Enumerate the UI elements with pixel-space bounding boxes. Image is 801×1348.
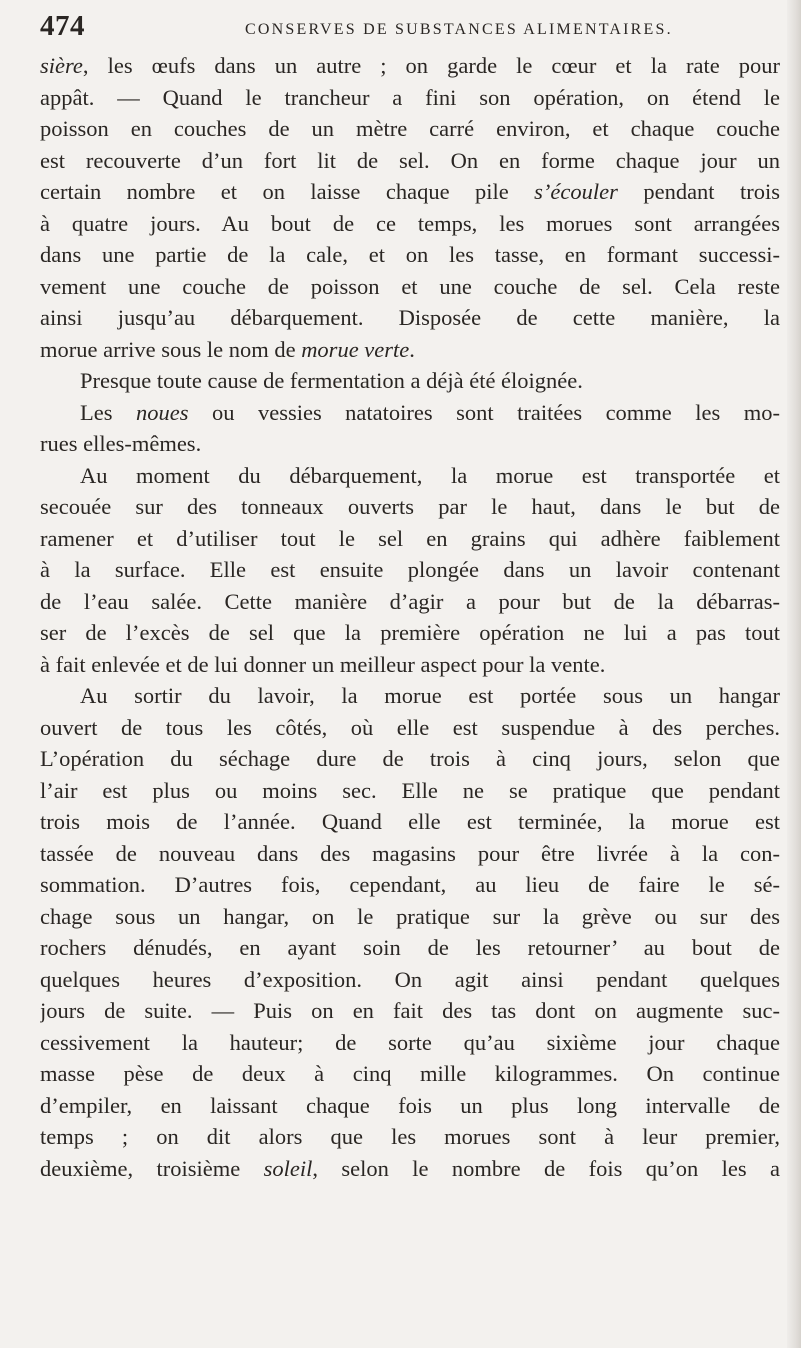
page-edge-shadow	[787, 0, 801, 1348]
text-line	[40, 176, 780, 208]
text-line	[40, 50, 780, 82]
text-run: tassée de nouveau dans des magasins pour être livrée à la con-	[40, 840, 780, 866]
italic-term: s’écouler	[534, 179, 618, 204]
text-line	[40, 1121, 780, 1153]
text-run: à fait enlevée et de lui donner un meilleur aspect pour la vente.	[40, 651, 606, 677]
text-run: à la surface. Elle est ensuite plongée dans un lavoir contenant	[40, 557, 780, 582]
italic-term: noues	[135, 399, 189, 425]
text-run: Les	[80, 399, 136, 425]
italic-term: sière	[40, 53, 83, 78]
text-run: morue arrive sous le nom de	[40, 336, 302, 362]
text-line	[40, 1058, 780, 1090]
text-run: .	[409, 336, 415, 362]
italic-term: morue verte	[301, 336, 410, 362]
text-run: trois mois de l’année. Quand elle est terminée, la morue est	[40, 809, 780, 834]
text-line	[40, 1027, 780, 1059]
text-run: ou vessies natatoires sont traitées comme les mo-	[188, 399, 780, 425]
text-line	[40, 428, 780, 460]
text-line	[40, 649, 780, 681]
running-title: CONSERVES DE SUBSTANCES ALIMENTAIRES.	[245, 21, 673, 38]
body-text	[40, 50, 780, 1184]
text-run: poisson en couches de un mètre carré environ, et chaque couche	[40, 116, 780, 141]
text-line	[40, 271, 780, 303]
text-run: à quatre jours. Au bout de ce temps, les morues sont arrangées	[40, 210, 780, 236]
text-run: Au moment du débarquement, la morue est transportée et	[80, 462, 780, 488]
text-run: ser de l’excès de sel que la première opération ne lui a pas tout	[40, 620, 780, 645]
text-line	[40, 397, 780, 429]
text-line	[40, 523, 780, 555]
text-run: appât. — Quand le trancheur a fini son opération, on étend le	[40, 84, 780, 110]
text-run: ramener et d’utiliser tout le sel en grains qui adhère faiblement	[40, 525, 780, 551]
text-line	[40, 334, 780, 366]
text-run: d’empiler, en laissant chaque fois un plus long intervalle de	[40, 1092, 780, 1118]
text-run: de l’eau salée. Cette manière d’agir a pour but de la débarras-	[40, 588, 780, 614]
text-run: est recouverte d’un fort lit de sel. On en forme chaque jour un	[40, 147, 780, 173]
text-run: rochers dénudés, en ayant soin de les retourner’ au bout de	[40, 935, 780, 960]
text-line	[40, 1090, 780, 1122]
text-line	[40, 1153, 780, 1185]
text-run: temps ; on dit alors que les morues sont à leur premier,	[40, 1124, 780, 1149]
text-line	[40, 901, 780, 933]
text-line	[40, 586, 780, 618]
text-line	[40, 302, 780, 334]
text-line	[40, 460, 780, 492]
text-run: ainsi jusqu’au débarquement. Disposée de cette manière, la	[40, 305, 780, 330]
text-run: cessivement la hauteur; de sorte qu’au sixième jour chaque	[40, 1029, 780, 1055]
text-run: , les œufs dans un autre ; on garde le cœur et la rate pour	[82, 53, 780, 78]
text-line	[40, 838, 780, 870]
text-run: , selon le nombre de fois qu’on les a	[312, 1155, 780, 1181]
text-line	[40, 964, 780, 996]
text-line	[40, 995, 780, 1027]
text-run: ouvert de tous les côtés, où elle est suspendue à des perches.	[40, 714, 780, 740]
text-run: vement une couche de poisson et une couche de sel. Cela reste	[40, 273, 780, 299]
text-line	[40, 743, 780, 775]
text-line	[40, 365, 780, 397]
text-run: dans une partie de la cale, et on les tasse, en formant successi-	[40, 242, 780, 267]
text-run: L’opération du séchage dure de trois à cinq jours, selon que	[40, 746, 780, 771]
text-line	[40, 554, 780, 586]
text-line	[40, 617, 780, 649]
text-run: certain nombre et on laisse chaque pile	[40, 179, 535, 204]
text-line	[40, 239, 780, 271]
text-run: quelques heures d’exposition. On agit ainsi pendant quelques	[40, 966, 780, 992]
text-line	[40, 869, 780, 901]
text-line	[40, 208, 780, 240]
text-run: jours de suite. — Puis on en fait des tas dont on augmente suc-	[40, 998, 780, 1023]
text-run: deuxième, troisième	[40, 1155, 264, 1181]
text-run: masse pèse de deux à cinq mille kilogrammes. On continue	[40, 1061, 780, 1086]
text-run: Au sortir du lavoir, la morue est portée sous un hangar	[80, 683, 780, 708]
text-run: rues elles-mêmes.	[40, 431, 202, 456]
text-line	[40, 680, 780, 712]
text-line	[40, 82, 780, 114]
text-run: chage sous un hangar, on le pratique sur la grève ou sur des	[40, 903, 780, 929]
text-line	[40, 775, 780, 807]
text-run: pendant trois	[617, 179, 780, 204]
text-run: l’air est plus ou moins sec. Elle ne se pratique que pendant	[40, 777, 780, 803]
running-head	[40, 10, 780, 50]
text-line	[40, 806, 780, 838]
text-run: Presque toute cause de fermentation a déjà été éloignée.	[80, 368, 583, 393]
italic-term: soleil	[263, 1155, 313, 1181]
page-number: 474	[40, 10, 85, 42]
text-run: secouée sur des tonneaux ouverts par le haut, dans le but de	[40, 494, 780, 519]
text-line	[40, 932, 780, 964]
text-run: sommation. D’autres fois, cependant, au lieu de faire le sé-	[40, 872, 780, 897]
text-line	[40, 491, 780, 523]
text-line	[40, 712, 780, 744]
text-line	[40, 113, 780, 145]
text-line	[40, 145, 780, 177]
